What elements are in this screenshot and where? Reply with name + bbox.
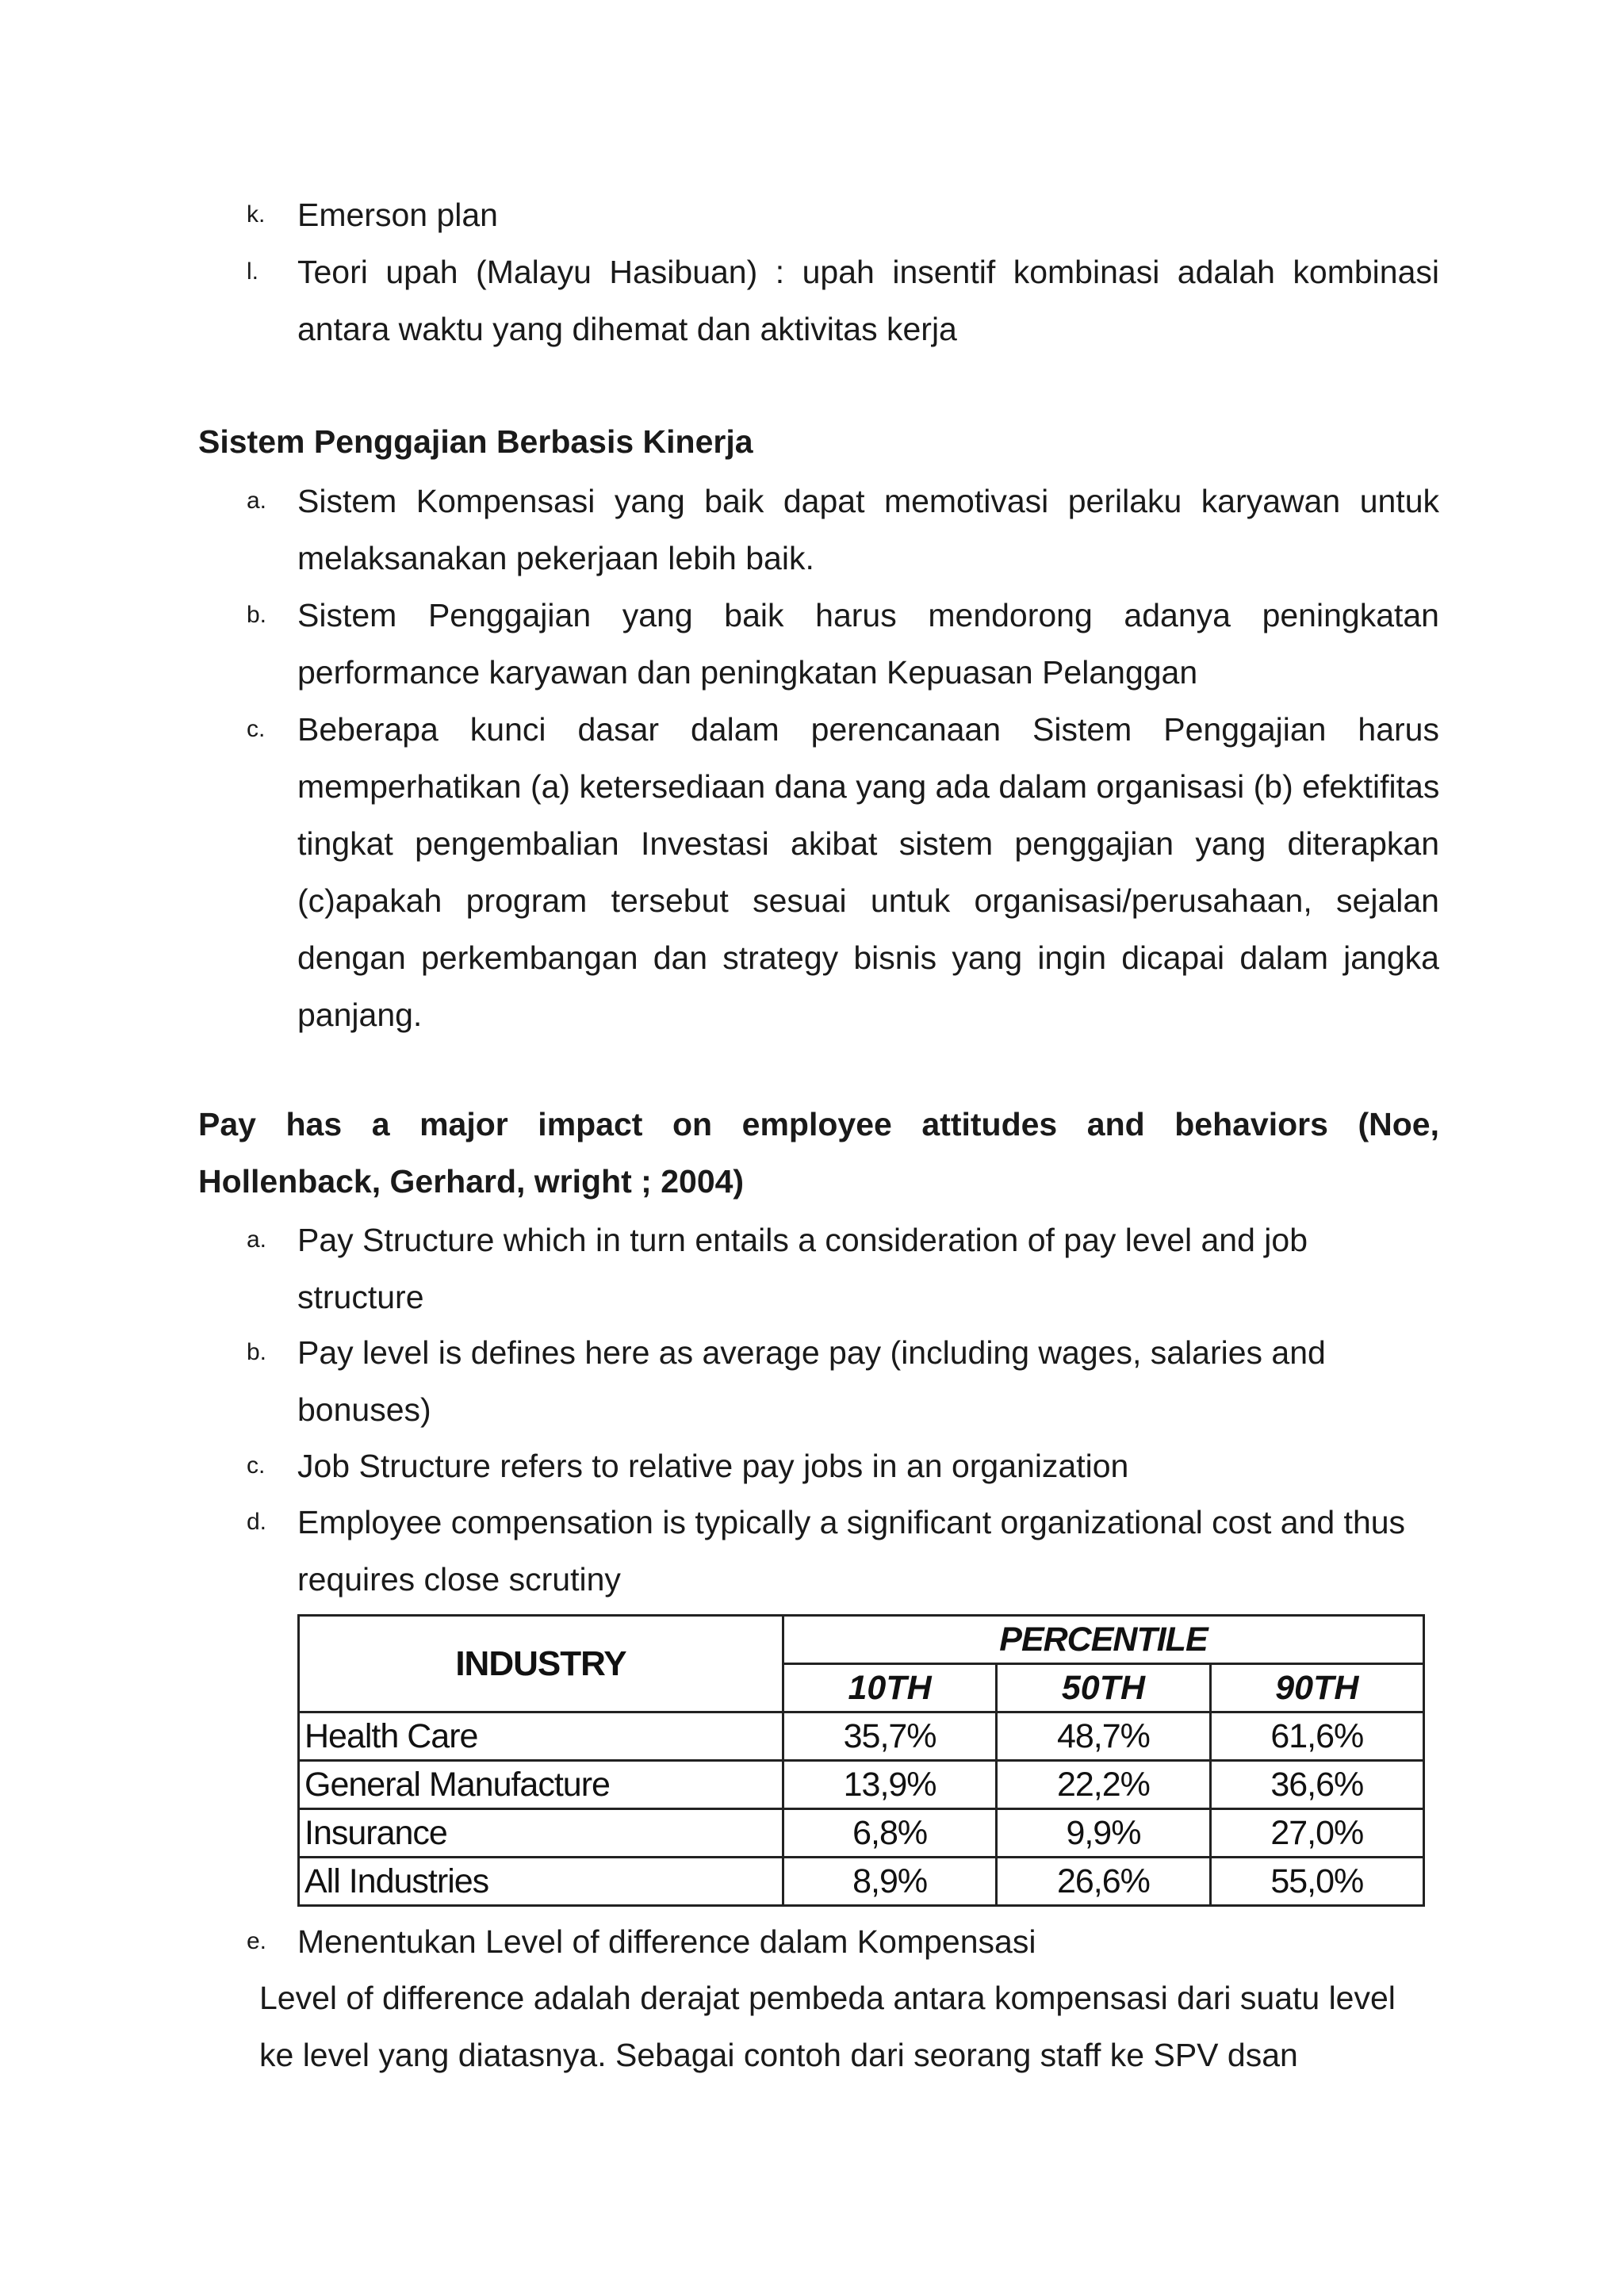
list-marker: c.: [247, 716, 266, 742]
table-row: [299, 1712, 1424, 1761]
value-10th: 13,9%: [783, 1761, 996, 1809]
value-50th: 9,9%: [997, 1809, 1210, 1858]
list-item-text: Pay Structure which in turn entails a consideration of pay level and job: [297, 1222, 1308, 1258]
industry-name: Health Care: [299, 1712, 783, 1761]
list-item-text: Menentukan Level of difference dalam Kompensasi: [297, 1923, 1036, 1960]
list-marker: b.: [247, 602, 267, 628]
list-item-d: [247, 1494, 1439, 1608]
section-heading-sistem-penggajian: Sistem Penggajian Berbasis Kinerja: [198, 423, 753, 460]
list-item-k: [247, 186, 1439, 243]
list-item-text: Job Structure refers to relative pay jobs in an organization: [297, 1448, 1129, 1484]
table-row: [299, 1809, 1424, 1858]
list-item-text: tingkat pengembalian Investasi akibat sistem penggajian yang diterapkan: [297, 825, 1439, 862]
list-marker: e.: [247, 1928, 267, 1954]
column-header-90th: 90TH: [1210, 1664, 1423, 1712]
percentile-table: [297, 1614, 1425, 1907]
list-marker: a.: [247, 1226, 267, 1253]
list-item-l: [247, 243, 1439, 358]
section-heading-pay-impact: Pay has a major impact on employee attitudes and behaviors (Noe, Hollenback, Gerhard, wright ; 2004): [198, 1106, 1439, 1200]
list-item-text: (c)apakah program tersebut sesuai untuk organisasi/perusahaan, sejalan: [297, 882, 1439, 919]
list-marker: l.: [247, 258, 259, 285]
list-item-text: Beberapa kunci dasar dalam perencanaan Sistem Penggajian harus: [297, 711, 1439, 748]
list-marker: k.: [247, 201, 266, 228]
value-10th: 8,9%: [783, 1858, 996, 1906]
value-10th: 35,7%: [783, 1712, 996, 1761]
list-item-text: Teori upah (Malayu Hasibuan) : upah insentif kombinasi adalah kombinasi: [297, 254, 1439, 290]
industry-header: INDUSTRY: [299, 1616, 783, 1712]
list-item-c: [247, 1437, 1439, 1494]
list-item-text: memperhatikan (a) ketersediaan dana yang ada dalam organisasi (b) efektifitas: [297, 768, 1440, 805]
list-item-text: dengan perkembangan dan strategy bisnis yang ingin dicapai dalam jangka: [297, 939, 1439, 976]
value-90th: 55,0%: [1210, 1858, 1423, 1906]
list-item-text: antara waktu yang dihemat dan aktivitas kerja: [297, 311, 957, 347]
industry-name: Insurance: [299, 1809, 783, 1858]
list-marker: b.: [247, 1339, 267, 1365]
list-marker: d.: [247, 1509, 267, 1535]
percentile-header: PERCENTILE: [783, 1616, 1423, 1664]
paragraph-line: ke level yang diatasnya. Sebagai contoh dari seorang staff ke SPV dsan: [259, 2037, 1298, 2073]
list-item-text: performance karyawan dan peningkatan Kepuasan Pelanggan: [297, 654, 1198, 691]
paragraph-line: Level of difference adalah derajat pembeda antara kompensasi dari suatu level: [259, 1980, 1396, 2016]
list-item-text: Sistem Penggajian yang baik harus mendorong adanya peningkatan: [297, 597, 1439, 633]
list-item-e: [247, 1913, 1439, 1970]
value-50th: 26,6%: [997, 1858, 1210, 1906]
value-90th: 27,0%: [1210, 1809, 1423, 1858]
list-item-b: [247, 587, 1439, 701]
value-10th: 6,8%: [783, 1809, 996, 1858]
list-marker: a.: [247, 488, 267, 514]
list-item-text: Employee compensation is typically a significant organizational cost and thus: [297, 1504, 1406, 1540]
industry-name: All Industries: [299, 1858, 783, 1906]
list-item-text: Sistem Kompensasi yang baik dapat memotivasi perilaku karyawan untuk: [297, 483, 1439, 519]
list-item-b: [247, 1324, 1439, 1438]
list-marker: c.: [247, 1452, 266, 1479]
list-item-text: panjang.: [297, 997, 423, 1033]
table-header-row: [299, 1616, 1424, 1664]
list-item-c: [247, 701, 1440, 1043]
list-item-text: melaksanakan pekerjaan lebih baik.: [297, 540, 814, 576]
column-header-10th: 10TH: [783, 1664, 996, 1712]
value-50th: 22,2%: [997, 1761, 1210, 1809]
list-item-text: structure: [297, 1279, 424, 1315]
value-90th: 36,6%: [1210, 1761, 1423, 1809]
list-item-a: [247, 1211, 1439, 1326]
value-90th: 61,6%: [1210, 1712, 1423, 1761]
column-header-50th: 50TH: [997, 1664, 1210, 1712]
list-item-text: Emerson plan: [297, 197, 498, 233]
industry-name: General Manufacture: [299, 1761, 783, 1809]
list-item-text: Pay level is defines here as average pay (including wages, salaries and: [297, 1334, 1326, 1371]
value-50th: 48,7%: [997, 1712, 1210, 1761]
closing-paragraph: [259, 1969, 1417, 2084]
table-row: [299, 1858, 1424, 1906]
list-item-a: [247, 473, 1439, 587]
list-item-text: requires close scrutiny: [297, 1561, 621, 1598]
table-row: [299, 1761, 1424, 1809]
list-item-text: bonuses): [297, 1391, 431, 1428]
